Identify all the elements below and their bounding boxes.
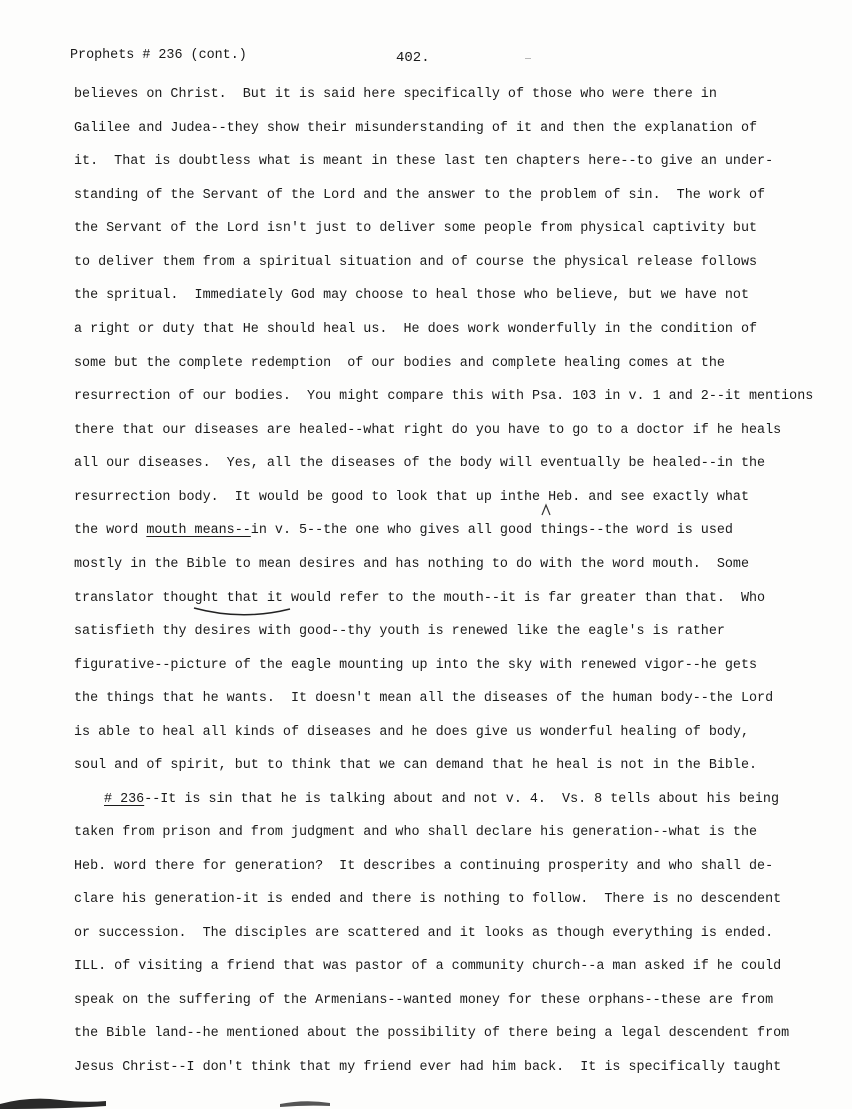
text-line: a right or duty that He should heal us. He does work wonderfully in the condition of	[74, 322, 758, 337]
text-line: resurrection of our bodies. You might compare this with Psa. 103 in v. 1 and 2--it mentions	[74, 389, 814, 404]
text-line: clare his generation-it is ended and there is nothing to follow. There is no descendent	[74, 892, 782, 907]
text-line: it. That is doubtless what is meant in these last ten chapters here--to give an under-	[74, 154, 774, 169]
underlined-text: # 236	[104, 792, 145, 807]
text-line	[104, 791, 779, 809]
text-line: standing of the Servant of the Lord and the answer to the problem of sin. The work of	[74, 188, 766, 203]
text-line: taken from prison and from judgment and who shall declare his generation--what is the	[74, 825, 758, 840]
page-number: 402.	[396, 50, 430, 66]
text-line: Galilee and Judea--they show their misunderstanding of it and then the explanation of	[74, 121, 758, 136]
scan-smudge-left	[0, 1092, 110, 1109]
text-line: mostly in the Bible to mean desires and has nothing to do with the word mouth. Some	[74, 557, 749, 572]
text-segment: the word	[74, 523, 147, 538]
text-line: the Bible land--he mentioned about the possibility of there being a legal descendent from	[74, 1026, 790, 1041]
text-segment: --It is sin that he is talking about and not v. 4. Vs. 8 tells about his being	[144, 792, 780, 807]
underlined-text: mouth means--	[146, 523, 251, 538]
header-title: Prophets # 236 (cont.)	[70, 48, 247, 63]
text-line: the things that he wants. It doesn't mean all the diseases of the human body--the Lord	[74, 691, 774, 706]
handwritten-caret-mark	[541, 503, 551, 517]
text-line: the spritual. Immediately God may choose to heal those who believe, but we have not	[74, 288, 749, 303]
text-line: there that our diseases are healed--what right do you have to go to a doctor if he heals	[74, 423, 782, 438]
text-line: believes on Christ. But it is said here specifically of those who were there in	[74, 87, 717, 102]
text-line: some but the complete redemption of our bodies and complete healing comes at the	[74, 356, 725, 371]
handwritten-underline-arc	[192, 605, 292, 621]
scan-smudge-center	[280, 1092, 330, 1109]
text-line: translator thought that it would refer to the mouth--it is far greater than that. Who	[74, 591, 766, 606]
text-line: satisfieth thy desires with good--thy youth is renewed like the eagle's is rather	[74, 624, 725, 639]
text-line: soul and of spirit, but to think that we can demand that he heal is not in the Bible.	[74, 758, 758, 773]
text-line: speak on the suffering of the Armenians--wanted money for these orphans--these are from	[74, 993, 774, 1008]
text-line: is able to heal all kinds of diseases and he does give us wonderful healing of body,	[74, 725, 749, 740]
text-line: all our diseases. Yes, all the diseases of the body will eventually be healed--in the	[74, 456, 766, 471]
paper-speck	[525, 58, 531, 59]
text-line: Jesus Christ--I don't think that my friend ever had him back. It is specifically taught	[74, 1060, 782, 1075]
text-line: resurrection body. It would be good to look that up inthe Heb. and see exactly what	[74, 490, 749, 505]
page-header	[70, 48, 490, 70]
text-line	[74, 522, 733, 540]
text-line: to deliver them from a spiritual situation and of course the physical release follows	[74, 255, 758, 270]
text-line: ILL. of visiting a friend that was pastor of a community church--a man asked if he could	[74, 959, 782, 974]
text-segment: in v. 5--the one who gives all good things--the word is used	[250, 523, 733, 538]
text-line: or succession. The disciples are scattered and it looks as though everything is ended.	[74, 926, 774, 941]
text-line: Heb. word there for generation? It describes a continuing prosperity and who shall de-	[74, 859, 774, 874]
text-line: the Servant of the Lord isn't just to deliver some people from physical captivity but	[74, 221, 758, 236]
text-line: figurative--picture of the eagle mounting up into the sky with renewed vigor--he gets	[74, 658, 758, 673]
